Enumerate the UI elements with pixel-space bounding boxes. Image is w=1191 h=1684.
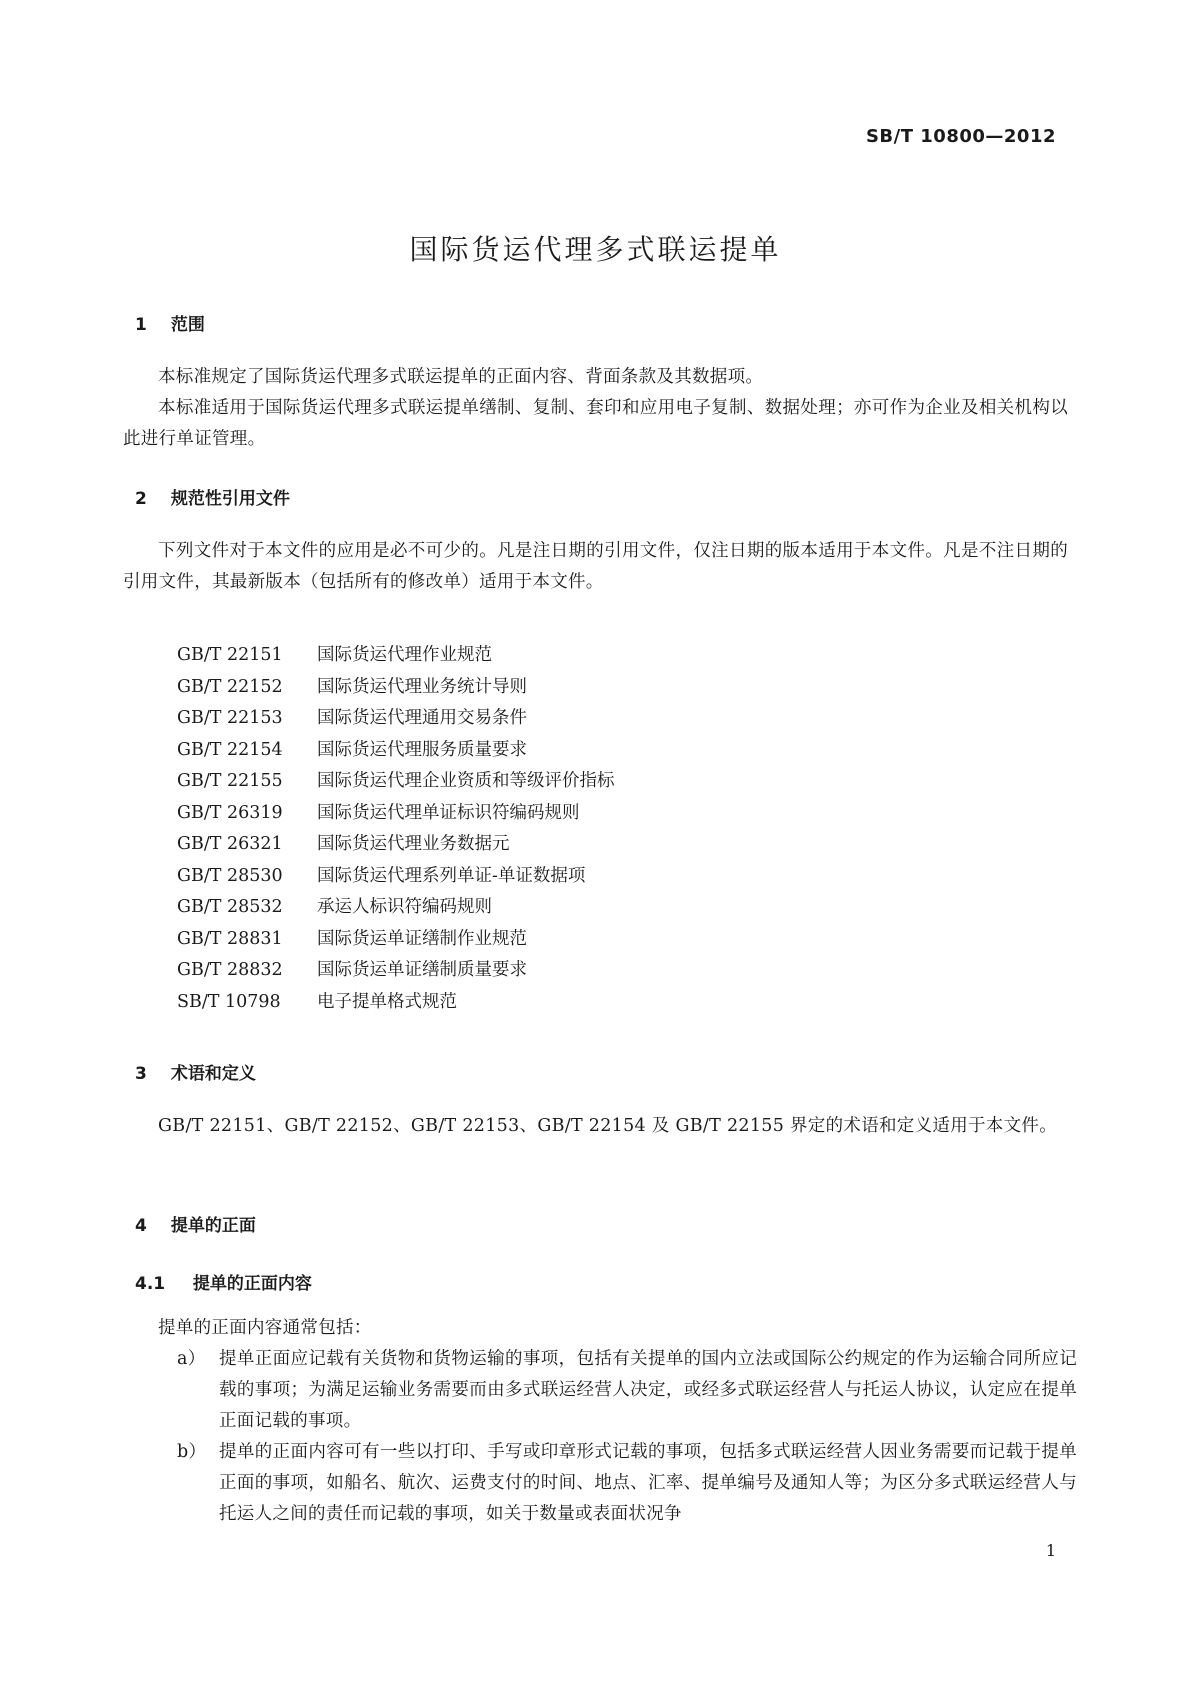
- section-1-heading: [135, 310, 205, 335]
- reference-title: 国际货运代理作业规范: [317, 645, 492, 665]
- reference-title: 国际货运单证缮制质量要求: [317, 960, 527, 980]
- reference-code: GB/T 26321: [177, 834, 283, 854]
- reference-item: [177, 892, 615, 924]
- paragraph: 提单的正面内容通常包括：: [158, 1318, 372, 1338]
- reference-list: [177, 640, 615, 1018]
- reference-code: SB/T 10798: [177, 991, 281, 1012]
- section-number: 4: [135, 1216, 147, 1236]
- section-number: 4.1: [135, 1274, 166, 1294]
- reference-code: GB/T 28832: [177, 960, 283, 980]
- list-item-text: 提单的正面内容可有一些以打印、手写或印章形式记载的事项，包括多式联运经营人因业务需要而记载于提单正面的事项，如船名、航次、运费支付的时间、地点、汇率、提单编号及通知人等；为区分多式联运经营人与托运人之间的责任而记载的事项，如关于数量或表面状况争: [219, 1442, 1077, 1524]
- reference-code: GB/T 28530: [177, 865, 283, 886]
- reference-item: [177, 829, 615, 861]
- section-number: 3: [135, 1064, 147, 1084]
- section-title: 提单的正面: [170, 1216, 256, 1236]
- reference-title: 承运人标识符编码规则: [317, 897, 492, 917]
- list-item-text: 提单正面应记载有关货物和货物运输的事项，包括有关提单的国内立法或国际公约规定的作为运输合同所应记载的事项；为满足运输业务需要而由多式联运经营人决定，或经多式联运经营人与托运人协议，认定应在提单正面记载的事项。: [219, 1349, 1077, 1431]
- section-3-heading: [135, 1059, 256, 1084]
- reference-code: GB/T 28532: [177, 897, 283, 917]
- document-title: 国际货运代理多式联运提单: [409, 233, 782, 266]
- list-item: [177, 1344, 1077, 1437]
- reference-item: [177, 672, 615, 704]
- reference-item: [177, 924, 615, 956]
- reference-title: 国际货运代理单证标识符编码规则: [317, 802, 580, 823]
- paragraph: 本标准适用于国际货运代理多式联运提单缮制、复制、套印和应用电子复制、数据处理；亦可作为企业及相关机构以此进行单证管理。: [123, 398, 1068, 449]
- list-marker: a）: [177, 1349, 206, 1369]
- reference-title: 电子提单格式规范: [317, 991, 457, 1012]
- section-title: 范围: [170, 315, 205, 335]
- reference-item: [177, 955, 615, 987]
- reference-item: [177, 861, 615, 893]
- reference-code: GB/T 26319: [177, 802, 283, 823]
- reference-title: 国际货运代理系列单证-单证数据项: [317, 865, 586, 886]
- list-marker: b）: [177, 1442, 207, 1462]
- section-title: 术语和定义: [170, 1064, 256, 1084]
- reference-title: 国际货运代理企业资质和等级评价指标: [317, 771, 615, 791]
- reference-title: 国际货运代理服务质量要求: [317, 739, 527, 760]
- paragraph: GB/T 22151、GB/T 22152、GB/T 22153、GB/T 22154 及 GB/T 22155 界定的术语和定义适用于本文件。: [158, 1116, 1057, 1136]
- section-title: 规范性引用文件: [170, 489, 290, 509]
- reference-code: GB/T 22155: [177, 771, 283, 791]
- standard-code: SB/T 10800—2012: [865, 126, 1056, 147]
- reference-item: [177, 798, 615, 830]
- section-number: 2: [135, 489, 147, 509]
- reference-code: GB/T 22154: [177, 739, 283, 760]
- reference-item: [177, 766, 615, 798]
- section-4-heading: [135, 1211, 256, 1236]
- reference-title: 国际货运代理通用交易条件: [317, 708, 527, 728]
- reference-code: GB/T 28831: [177, 928, 283, 949]
- content-list: [177, 1344, 1077, 1530]
- section-2-heading: [135, 484, 290, 509]
- reference-title: 国际货运单证缮制作业规范: [317, 928, 527, 949]
- section-number: 1: [135, 315, 147, 335]
- reference-code: GB/T 22152: [177, 676, 283, 697]
- reference-item: [177, 735, 615, 767]
- section-title: 提单的正面内容: [192, 1274, 312, 1294]
- list-item: [177, 1437, 1077, 1530]
- reference-item: [177, 703, 615, 735]
- section-4-1-heading: [135, 1269, 312, 1294]
- page-number: 1: [1045, 1541, 1056, 1560]
- reference-title: 国际货运代理业务数据元: [317, 834, 510, 854]
- paragraph: 下列文件对于本文件的应用是必不可少的。凡是注日期的引用文件，仅注日期的版本适用于本文件。凡是不注日期的引用文件，其最新版本（包括所有的修改单）适用于本文件。: [123, 541, 1068, 592]
- paragraph: 本标准规定了国际货运代理多式联运提单的正面内容、背面条款及其数据项。: [158, 367, 764, 387]
- reference-item: [177, 987, 615, 1019]
- reference-item: [177, 640, 615, 672]
- reference-code: GB/T 22151: [177, 645, 283, 665]
- reference-code: GB/T 22153: [177, 708, 283, 728]
- reference-title: 国际货运代理业务统计导则: [317, 676, 527, 697]
